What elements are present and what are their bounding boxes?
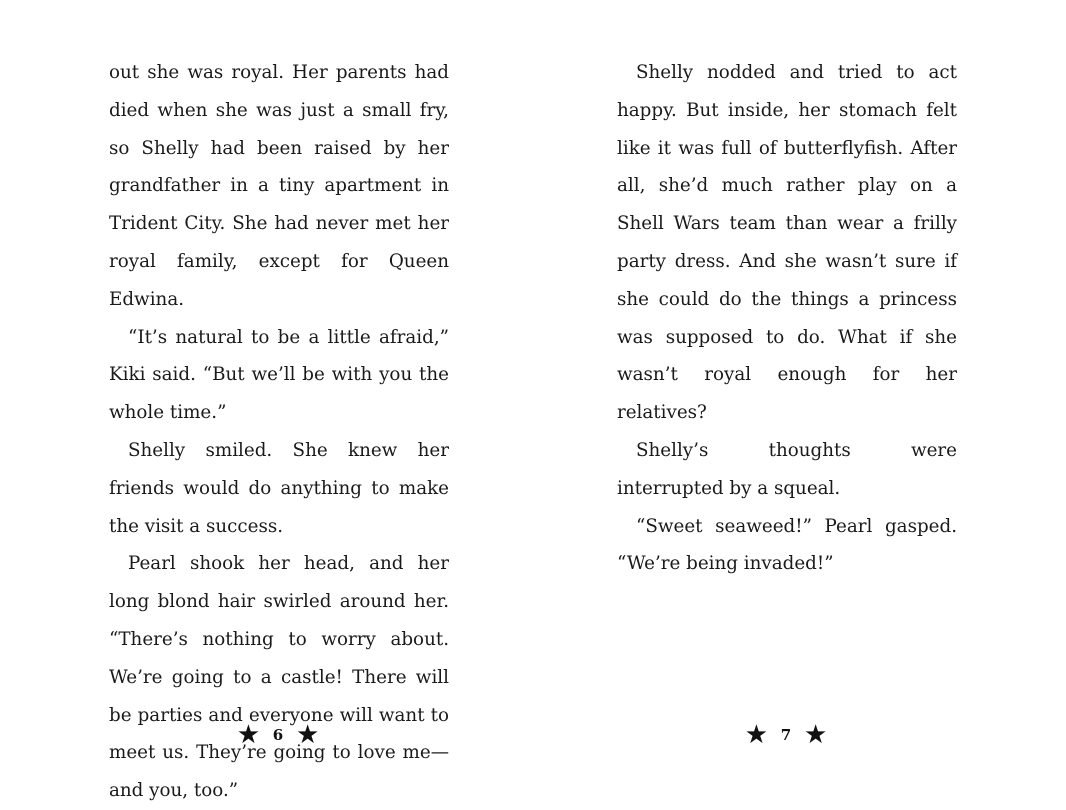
star-icon: ★ <box>804 720 828 750</box>
right-page <box>617 54 957 583</box>
left-paragraph-2: “It’s natural to be a little afraid,” Kiki said. “But we’ll be with you the whole time.” <box>109 326 449 424</box>
right-paragraph-3: “Sweet seaweed!” Pearl gasped. “We’re being invaded!” <box>617 515 957 575</box>
page-number: 7 <box>780 725 792 744</box>
right-page-footer <box>736 718 836 752</box>
left-paragraph-1: out she was royal. Her parents had died when she was just a small fry, so Shelly had been raised by her grandfather in a tiny apartment in Trident City. She had never met her royal family, except for Queen Edwina. <box>109 62 449 310</box>
left-page <box>109 54 449 810</box>
left-paragraph-4: Pearl shook her head, and her long blond hair swirled around her. “There’s nothing to worry about. We’re going to a castle! There will be parties and everyone will want to meet us. They’re going to love me—and you, too.” <box>109 553 449 802</box>
right-paragraph-1: Shelly nodded and tried to act happy. But inside, her stomach felt like it was full of butterflyfish. After all, she’d much rather play on a Shell Wars team than wear a frilly party dress. And she wasn’t sure if she could do the things a princess was supposed to do. What if she wasn’t royal enough for her relatives? <box>617 62 957 424</box>
left-paragraph-3: Shelly smiled. She knew her friends would do anything to make the visit a success. <box>109 439 449 537</box>
right-paragraph-2: Shelly’s thoughts were interrupted by a squeal. <box>617 439 957 499</box>
star-icon: ★ <box>744 720 768 750</box>
star-icon: ★ <box>296 720 320 750</box>
star-icon: ★ <box>236 720 260 750</box>
page-number: 6 <box>272 725 284 744</box>
left-page-footer <box>228 718 328 752</box>
